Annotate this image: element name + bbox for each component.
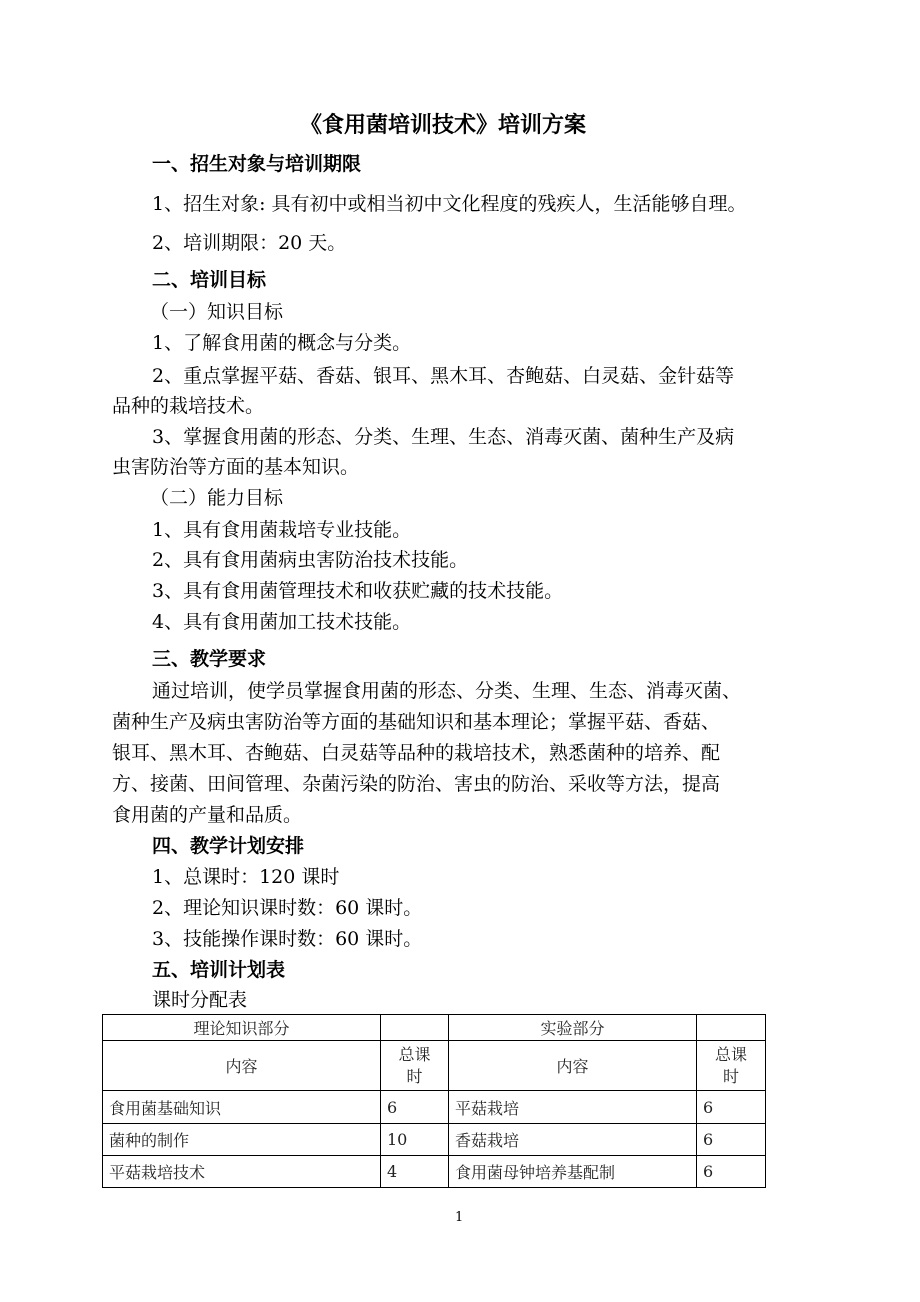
theory-content-cell: 菌种的制作 [103,1124,381,1156]
lab-hours-cell: 6 [697,1091,766,1124]
page-number: 1 [455,1210,464,1225]
table-row [103,1156,766,1188]
theory-content-cell: 食用菌基础知识 [103,1091,381,1124]
list-item: 3、掌握食用菌的形态、分类、生理、生态、消毒灭菌、菌种生产及病 [152,426,735,448]
section-heading-requirements: 三、教学要求 [152,648,267,670]
table-group-header-row [103,1015,766,1041]
list-item: 3、技能操作课时数：60 课时。 [152,928,423,950]
subheading-ability: （二）能力目标 [150,487,284,509]
theory-hours-cell: 10 [381,1124,449,1156]
subheading-knowledge: （一）知识目标 [150,301,284,323]
theory-hours-cell: 6 [381,1091,449,1124]
list-item: 2、重点掌握平菇、香菇、银耳、黑木耳、杏鲍菇、白灵菇、金针菇等 [152,365,735,387]
section-heading-schedule: 四、教学计划安排 [152,835,305,857]
hours-label-line2: 时 [722,1066,739,1086]
list-item-continued: 虫害防治等方面的基本知识。 [112,456,360,478]
list-item-continued: 品种的栽培技术。 [112,395,265,417]
theory-hours-cell: 4 [381,1156,449,1188]
hours-label-line2: 时 [406,1066,423,1086]
column-header-hours [381,1041,449,1091]
table-column-header-row [103,1041,766,1091]
lab-hours-cell: 6 [697,1156,766,1188]
list-item: 2、具有食用菌病虫害防治技术技能。 [152,549,469,571]
empty-cell [697,1015,766,1041]
paragraph-line: 方、接菌、田间管理、杂菌污染的防治、害虫的防治、采收等方法，提高 [112,773,721,795]
lab-content-cell: 平菇栽培 [449,1091,697,1124]
group-header-lab: 实验部分 [449,1015,697,1041]
paragraph-line: 菌种生产及病虫害防治等方面的基础知识和基本理论；掌握平菇、香菇、 [112,711,721,733]
column-header-content: 内容 [449,1041,697,1091]
theory-content-cell: 平菇栽培技术 [103,1156,381,1188]
paragraph: 2、培训期限：20 天。 [152,232,347,254]
hours-label-line1: 总课 [398,1044,431,1064]
paragraph: 1、招生对象: 具有初中或相当初中文化程度的残疾人，生活能够自理。 [152,193,747,215]
table-row [103,1091,766,1124]
section-heading-goals: 二、培训目标 [152,269,267,291]
lab-content-cell: 香菇栽培 [449,1124,697,1156]
hours-allocation-table [102,1014,766,1188]
list-item: 4、具有食用菌加工技术技能。 [152,611,412,633]
page-title: 《食用菌培训技术》培训方案 [300,113,587,138]
table-row [103,1124,766,1156]
list-item: 1、了解食用菌的概念与分类。 [152,332,412,354]
paragraph-line: 通过培训，使学员掌握食用菌的形态、分类、生理、生态、消毒灭菌、 [152,680,742,702]
list-item: 2、理论知识课时数：60 课时。 [152,897,423,919]
lab-hours-cell: 6 [697,1124,766,1156]
column-header-content: 内容 [103,1041,381,1091]
paragraph-line: 食用菌的产量和品质。 [112,804,303,826]
list-item: 1、总课时：120 课时 [152,866,340,888]
group-header-theory: 理论知识部分 [103,1015,381,1041]
lab-content-cell: 食用菌母钟培养基配制 [449,1156,697,1188]
column-header-hours [697,1041,766,1091]
section-heading-plan-table: 五、培训计划表 [152,959,286,981]
section-heading-enrollment: 一、招生对象与培训期限 [152,153,362,175]
table-caption: 课时分配表 [152,989,248,1011]
paragraph-line: 银耳、黑木耳、杏鲍菇、白灵菇等品种的栽培技术，熟悉菌种的培养、配 [112,742,721,764]
list-item: 1、具有食用菌栽培专业技能。 [152,519,412,541]
list-item: 3、具有食用菌管理技术和收获贮藏的技术技能。 [152,580,564,602]
empty-cell [381,1015,449,1041]
hours-label-line1: 总课 [714,1044,747,1064]
